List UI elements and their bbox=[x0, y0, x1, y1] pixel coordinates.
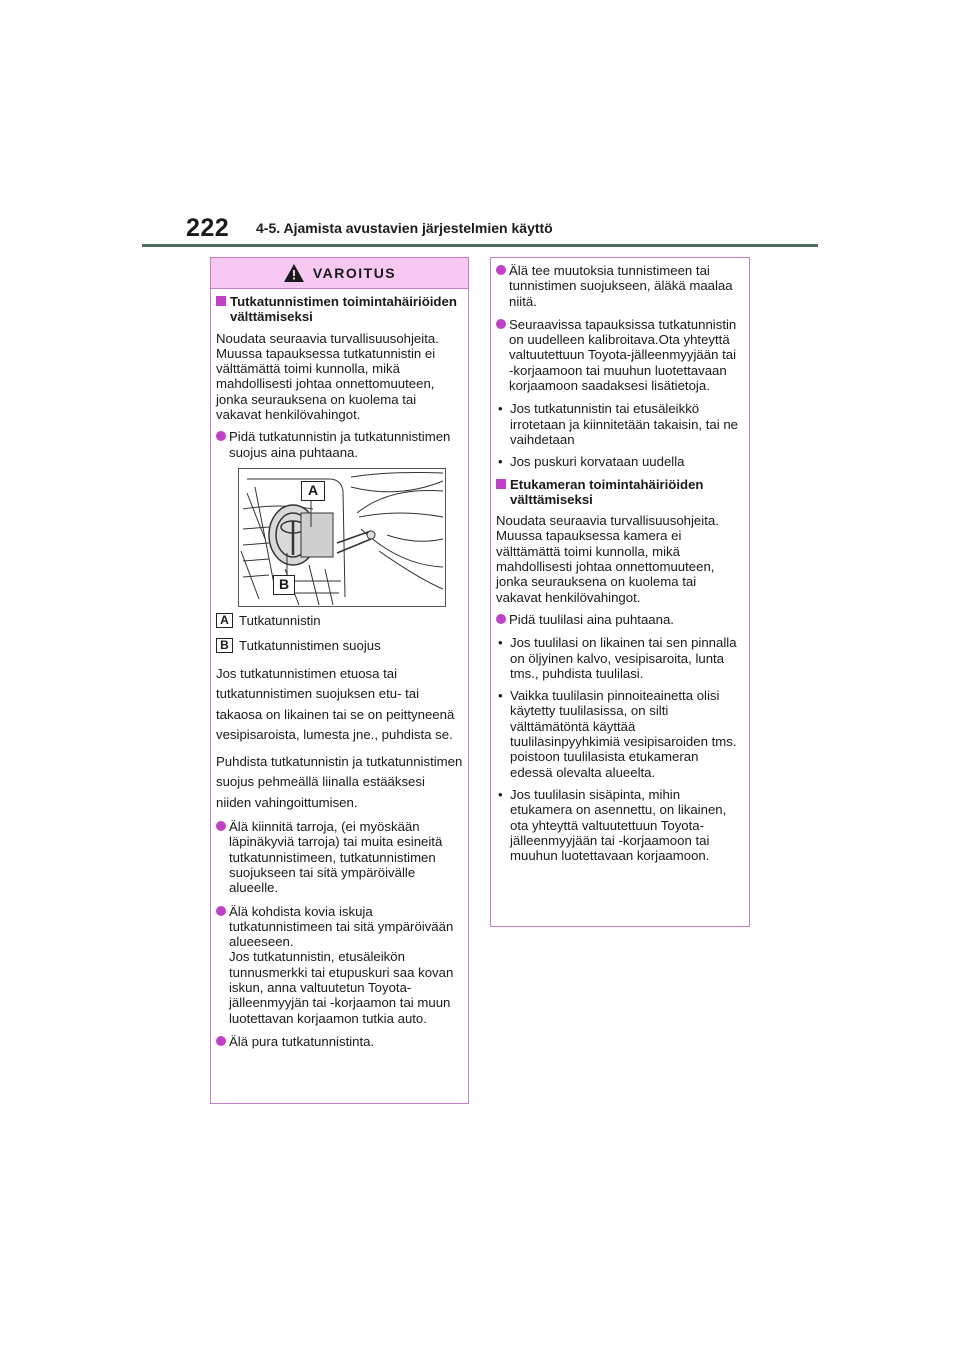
list-item: Älä pura tutkatunnistinta. bbox=[216, 1034, 463, 1049]
sub-item: • Vaikka tuulilasin pinnoiteainetta olisi käytetty tuulilasissa, on silti välttämätöntä käyttää tuulilasinpyyhkimiä vesipisaroiden tms. poistoon tuulilasista etukameran edessä olevalta alueelta. bbox=[498, 688, 737, 780]
section-title: 4-5. Ajamista avustavien järjestelmien käyttö bbox=[256, 220, 553, 236]
radar-sensor-illustration bbox=[238, 468, 446, 607]
list-item: Pidä tutkatunnistin ja tutkatunnistimen suojus aina puhtaana. bbox=[216, 429, 463, 460]
label-b-text: Tutkatunnistimen suojus bbox=[239, 638, 381, 654]
camera-intro: Noudata seuraavia turvallisuusohjeita. Muussa tapauksessa kamera ei välttämättä toimi kunnolla, mikä mahdollisesti johtaa onnettomuuteen, jonka seurauksena on kuolema tai vakavat henkilövahingot. bbox=[496, 513, 719, 605]
callout-b: B bbox=[273, 575, 295, 595]
list-item: Älä tee muutoksia tunnistimeen tai tunnistimen suojukseen, äläkä maalaa niitä. bbox=[496, 263, 744, 309]
square-bullet-icon bbox=[496, 479, 506, 489]
round-bullet-icon bbox=[496, 265, 506, 275]
warning-header bbox=[211, 258, 468, 289]
sub-item: • Jos puskuri korvataan uudella bbox=[498, 454, 685, 470]
label-b-box: B bbox=[216, 638, 233, 653]
round-bullet-icon bbox=[216, 431, 226, 441]
list-item: Älä kohdista kovia iskuja tutkatunnistimeen tai sitä ympäröivään alueeseen. Jos tutkatunnistin, etusäleikön tunnusmerkki tai etupuskuri saa kovan iskun, anna valtuutetun Toyota-jälleenmyyjän tai -korjaamon tai muun luotettavan korjaamon tutkia auto. bbox=[216, 904, 463, 1026]
square-bullet-icon bbox=[216, 296, 226, 306]
cloth-paragraph: Puhdista tutkatunnistin ja tutkatunnistimen suojus pehmeällä liinalla estääksesi niiden vahingoittumisen. bbox=[216, 753, 463, 810]
sub-item: • Jos tutkatunnistin tai etusäleikkö irrotetaan ja kiinnitetään takaisin, tai ne vaihdetaan bbox=[498, 401, 738, 447]
round-bullet-icon bbox=[496, 614, 506, 624]
callout-a: A bbox=[301, 481, 325, 501]
car-front-illustration bbox=[239, 469, 445, 606]
label-a-row bbox=[216, 613, 463, 628]
header-rule bbox=[142, 244, 818, 247]
list-item: Älä kiinnitä tarroja, (ei myöskään läpinäkyviä tarroja) tai muita esineitä tutkatunnistimeen, tutkatunnistimen suojukseen tai sitä ympäröivälle alueelle. bbox=[216, 819, 463, 895]
warning-triangle-icon bbox=[283, 263, 305, 283]
cleaning-paragraph: Jos tutkatunnistimen etuosa tai tutkatunnistimen suojuksen etu- tai takaosa on likainen tai se on peittyneenä vesipisaroista, lumesta jne., puhdista se. bbox=[216, 665, 455, 743]
radar-intro: Noudata seuraavia turvallisuusohjeita. Muussa tapauksessa tutkatunnistin ei välttämättä toimi kunnolla, mikä mahdollisesti johtaa onnettomuuteen, jonka seurauksena on kuolema tai vakavat henkilövahingot. bbox=[216, 330, 439, 423]
label-a-text: Tutkatunnistin bbox=[239, 612, 321, 628]
radar-heading: Tutkatunnistimen toimintahäiriöiden välttämiseksi bbox=[216, 294, 463, 325]
label-b-row bbox=[216, 638, 463, 653]
round-bullet-icon bbox=[216, 1036, 226, 1046]
camera-heading: Etukameran toimintahäiriöiden välttämiseksi bbox=[496, 477, 744, 508]
round-bullet-icon bbox=[496, 319, 506, 329]
label-a-box: A bbox=[216, 613, 233, 628]
round-bullet-icon bbox=[216, 906, 226, 916]
warning-box-right bbox=[490, 257, 750, 927]
warning-box-left bbox=[210, 257, 469, 1104]
list-item: Seuraavissa tapauksissa tutkatunnistin on uudelleen kalibroitava.Ota yhteyttä valtuutettuun Toyota-jälleenmyyjään tai -korjaamoon tai muuhun luotettavaan korjaamoon saadaksesi lisätietoja. bbox=[496, 317, 744, 393]
list-item: Pidä tuulilasi aina puhtaana. bbox=[496, 612, 744, 627]
sub-item: • Jos tuulilasin sisäpinta, mihin etukamera on asennettu, on likainen, ota yhteyttä valtuutettuun Toyota-jälleenmyyjään tai -korjaamoon tai muuhun luotettavaan korjaamoon. bbox=[498, 786, 727, 864]
sub-item: • Jos tuulilasi on likainen tai sen pinnalla on öljyinen kalvo, vesipisaroita, lunta tms., puhdista tuulilasi. bbox=[498, 635, 737, 681]
warning-title: VAROITUS bbox=[312, 265, 397, 281]
round-bullet-icon bbox=[216, 821, 226, 831]
page-number: 222 bbox=[186, 214, 230, 242]
